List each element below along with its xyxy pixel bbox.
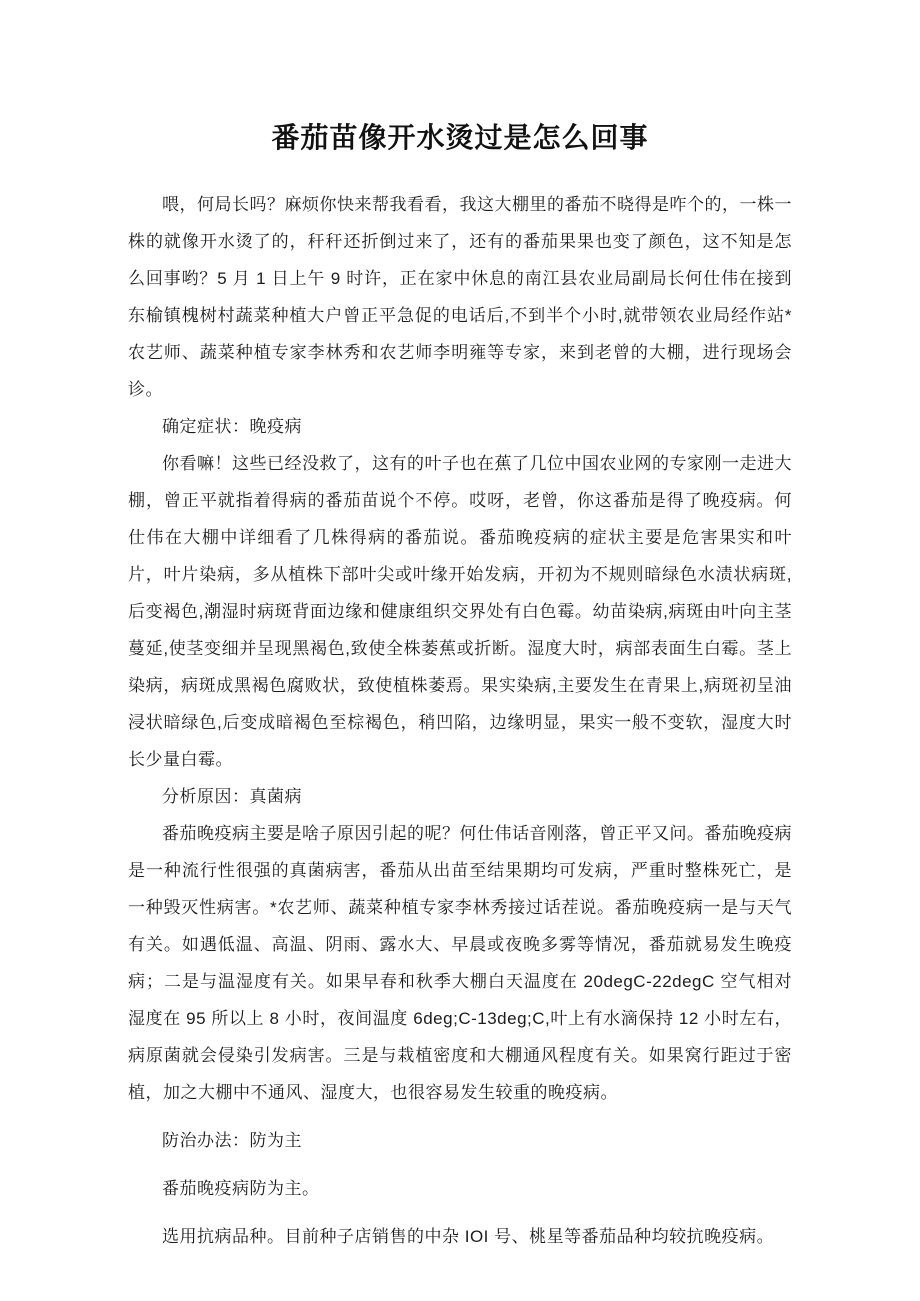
section-heading-symptom: 确定症状：晚疫病 xyxy=(162,417,302,436)
paragraph-prevention-lead: 番茄晚疫病防为主。 xyxy=(162,1179,320,1198)
paragraph-cause-detail: 番茄晚疫病主要是啥子原因引起的呢？何仕伟话音刚落，曾正平又问。番茄晚疫病是一种流行性很强的真菌病害，番茄从出苗至结果期均可发病，严重时整株死亡，是一种毁灭性病害。*农艺师、蔬菜种植专家李林秀接过话茬说。番茄晚疫病一是与天气有关。如遇低温、高温、阴雨、露水大、早晨或夜晚多雾等情况，番茄就易发生晚疫病；二是与温湿度有关。如果早春和秋季大棚白天温度在 20degC-22degC 空气相对湿度在 95 所以上 8 小时，夜间温度 6deg;C-13deg;C,叶上有水滴保持 12 小时左右，病原菌就会侵染引发病害。三是与栽植密度和大棚通风程度有关。如果窝行距过于密植，加之大棚中不通风、湿度大，也很容易发生较重的晚疫病。 xyxy=(128,824,792,1102)
section-heading-cause: 分析原因：真菌病 xyxy=(162,787,302,806)
paragraph-symptom-detail: 你看嘛！这些已经没救了，这有的叶子也在蕉了几位中国农业网的专家刚一走进大棚，曾正平就指着得病的番茄苗说个不停。哎呀，老曾，你这番茄是得了晚疫病。何仕伟在大棚中详细看了几株得病的番茄说。番茄晚疫病的症状主要是危害果实和叶片，叶片染病，多从植株下部叶尖或叶缘开始发病，开初为不规则暗绿色水渍状病斑,后变褐色,潮湿时病斑背面边缘和健康组织交界处有白色霉。幼苗染病,病斑由叶向主茎蔓延,使茎变细并呈现黑褐色,致使全株萎蕉或折断。湿度大时，病部表面生白霉。茎上染病，病斑成黑褐色腐败状，致使植株萎焉。果实染病,主要发生在青果上,病斑初呈油浸状暗绿色,后变成暗褐色至棕褐色，稍凹陷，边缘明显，果实一般不变软，湿度大时长少量白霉。 xyxy=(128,454,792,769)
paragraph-intro: 喂，何局长吗？麻烦你快来帮我看看，我这大棚里的番茄不晓得是咋个的，一株一株的就像开水烫了的，秆秆还折倒过来了，还有的番茄果果也变了颜色，这不知是怎么回事哟？5 月 1 日上午 9 时许，正在家中休息的南江县农业局副局长何仕伟在接到东榆镇槐树村蔬菜种植大户曾正平急促的电话后,不到半个小时,就带领农业局经作站*农艺师、蔬菜种植专家李林秀和农艺师李明雍等专家，来到老曾的大棚，进行现场会诊。 xyxy=(128,195,792,399)
section-heading-prevention: 防治办法：防为主 xyxy=(162,1131,302,1150)
paragraph-prevention-variety: 选用抗病品种。目前种子店销售的中杂 IOI 号、桃星等番茄品种均较抗晚疫病。 xyxy=(162,1227,775,1246)
document-title: 番茄苗像开水烫过是怎么回事 xyxy=(271,122,649,153)
